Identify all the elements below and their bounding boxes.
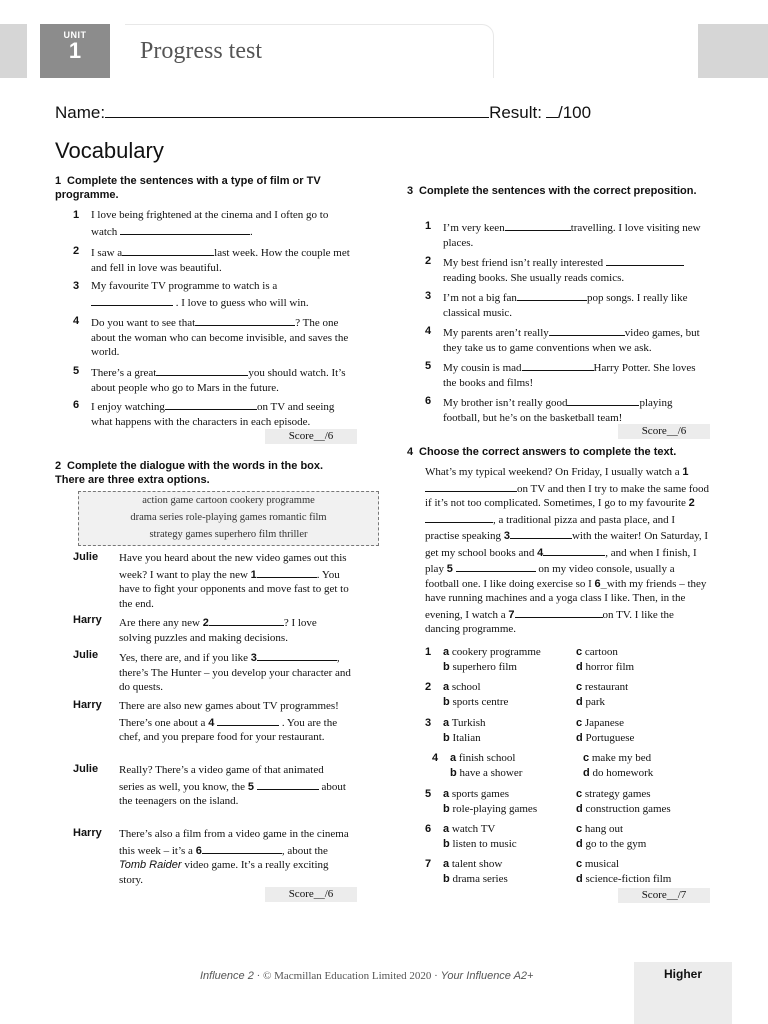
word-box-line: strategy games superhero film thriller	[149, 529, 308, 540]
level-badge	[634, 962, 732, 1024]
unit-label: UNIT	[63, 30, 87, 40]
option-c[interactable]: c hang out	[576, 823, 624, 835]
result-label: Result:	[489, 103, 542, 122]
answer-blank[interactable]	[257, 649, 337, 661]
option-c[interactable]: c strategy games	[576, 788, 651, 800]
word-box-line: drama series role-playing games romantic film	[130, 512, 327, 523]
q3-title: 3 Complete the sentences with the correct preposition.	[407, 185, 697, 197]
option-b[interactable]: b drama series	[443, 873, 508, 885]
q4-passage: What’s my typical weekend? On Friday, I usually watch a 1 on TV and then I try to make the same food if it’s not too complicated. Sometimes, I go to my favourite 2, a traditional pizza and pasta place, and I practise speaking 3 with the waiter! On Saturday, I get my school books and 4 , and when I finish, I play 5 on my video console, usually a football one. I like doing exercise so I 6_with my friends – they have running machines and a yoga class I like. Then, in the evening, I watch a 7 on TV. I like the dancing programme.	[425, 466, 710, 635]
answer-blank[interactable]	[156, 364, 248, 376]
option-c[interactable]: c restaurant	[576, 681, 629, 693]
level-label: Higher	[663, 967, 702, 981]
answer-blank[interactable]	[122, 244, 214, 256]
footer-credit: Influence 2 · © Macmillan Education Limited 2020 · Your Influence A2+	[200, 970, 534, 982]
speech-line: There are also new games about TV programmes! There’s one about a 4 . You are the chef, and you prepare food for your restaurant.	[119, 700, 339, 743]
option-d[interactable]: d horror film	[576, 661, 635, 673]
answer-blank[interactable]	[522, 359, 594, 371]
answer-blank[interactable]	[195, 314, 295, 326]
option-a[interactable]: a talent show	[443, 858, 503, 870]
answer-blank[interactable]	[456, 560, 536, 572]
speech-line: Are there any new 2 ? I love solving puzzles and making decisions.	[119, 614, 351, 645]
header-decoration-left	[0, 24, 27, 78]
option-d[interactable]: d Portuguese	[576, 732, 635, 744]
option-c[interactable]: c make my bed	[583, 752, 652, 764]
result-total: /100	[558, 103, 592, 122]
speaker-name: Harry	[73, 614, 102, 626]
q2-score: Score__/6	[265, 887, 357, 902]
answer-blank[interactable]	[165, 398, 257, 410]
q4-score: Score__/7	[618, 888, 710, 903]
unit-number: 1	[68, 38, 82, 63]
option-b[interactable]: b role-playing games	[443, 803, 538, 815]
q3-item: 2 My best friend isn’t really interested reading books. She usually reads comics.	[425, 254, 710, 285]
answer-blank[interactable]	[567, 394, 639, 406]
answer-blank[interactable]	[505, 219, 571, 231]
answer-blank[interactable]	[202, 842, 282, 854]
q3-item: 5 My cousin is mad Harry Potter. She loves the books and films!	[425, 360, 696, 389]
speaker-name: Julie	[73, 649, 99, 661]
q1-item: 4 Do you want to see that ? The one about the woman who can become invisible, and saves the world.	[73, 315, 349, 358]
speaker-name: Harry	[73, 827, 102, 839]
header-decoration-right	[698, 24, 768, 78]
q1-title: 1 Complete the sentences with a type of film or TV programme.	[55, 175, 321, 201]
section-heading: Vocabulary	[55, 138, 164, 163]
answer-blank[interactable]	[91, 294, 173, 306]
speech-line: Yes, there are, and if you like 3 , there’s The Hunter – you develop your character and do quests.	[119, 649, 351, 695]
answer-blank[interactable]	[606, 254, 684, 266]
answer-blank[interactable]	[257, 778, 319, 790]
q4-title: 4 Choose the correct answers to complete the text.	[407, 446, 677, 458]
q3-item: 3 I’m not a big fan pop songs. I really like classical music.	[425, 290, 688, 319]
answer-blank[interactable]	[515, 606, 603, 618]
option-c[interactable]: c musical	[576, 858, 620, 870]
word-box	[78, 491, 379, 546]
option-a[interactable]: a finish school	[450, 752, 516, 764]
name-label: Name:	[55, 103, 106, 122]
option-a[interactable]: a cookery programme	[443, 646, 541, 658]
name-result-row	[55, 103, 705, 123]
q2-title: 2 Complete the dialogue with the words in the box. There are three extra options.	[55, 460, 324, 486]
option-d[interactable]: d park	[576, 696, 606, 708]
q1-item: 2 I saw a last week. How the couple met and fell in love was beautiful.	[73, 245, 350, 274]
q1-item: 3 My favourite TV programme to watch is a . I love to guess who will win.	[73, 280, 309, 309]
name-field[interactable]	[105, 103, 489, 118]
word-box-line: action game cartoon cookery programme	[142, 495, 315, 506]
answer-blank[interactable]	[543, 544, 605, 556]
q1-item: 1 I love being frightened at the cinema and I often go to watch .	[73, 209, 329, 238]
speech-line: There’s also a film from a video game in the cinema this week – it’s a 6 , about the Tomb Raider video game. It’s a really exciting story.	[119, 828, 349, 886]
option-b[interactable]: b Italian	[443, 732, 481, 744]
answer-blank[interactable]	[120, 223, 250, 235]
unit-badge	[40, 24, 110, 78]
q3-score: Score__/6	[618, 424, 710, 439]
q3-item: 4 My parents aren’t really video games, but they take us to game conventions when we ask.	[425, 325, 700, 354]
answer-blank[interactable]	[425, 511, 493, 523]
speaker-name: Harry	[73, 699, 102, 711]
answer-blank[interactable]	[209, 614, 284, 626]
speech-line: Have you heard about the new video games out this week? I want to play the new 1 . You have to fight your opponents and move fast to get to the end.	[119, 552, 349, 610]
speech-line: Really? There’s a video game of that animated series as well, you know, the 5 about the teenagers on the island.	[119, 764, 346, 807]
option-a[interactable]: a watch TV	[443, 823, 496, 835]
option-a[interactable]: a Turkish	[443, 717, 486, 729]
speaker-name: Julie	[73, 551, 99, 563]
page-title: Progress test	[140, 38, 262, 64]
answer-blank[interactable]	[517, 289, 587, 301]
option-a[interactable]: a sports games	[443, 788, 510, 800]
answer-blank[interactable]	[425, 480, 517, 492]
answer-blank[interactable]	[549, 324, 625, 336]
result-field[interactable]	[546, 103, 558, 118]
q3-item: 6 My brother isn’t really good playing football, but he’s on the basketball team!	[425, 395, 673, 424]
option-a[interactable]: a school	[443, 681, 481, 693]
option-d[interactable]: d construction games	[576, 803, 671, 815]
q1-item: 6 I enjoy watching on TV and seeing what happens with the characters in each episode.	[73, 399, 335, 428]
q1-item: 5 There’s a great you should watch. It’s about people who go to Mars in the future.	[73, 365, 346, 394]
answer-blank[interactable]	[257, 566, 317, 578]
option-b[interactable]: b listen to music	[443, 838, 517, 850]
speaker-name: Julie	[73, 763, 99, 775]
option-d[interactable]: d science-fiction film	[576, 873, 672, 885]
answer-blank[interactable]	[510, 527, 572, 539]
option-c[interactable]: c Japanese	[576, 717, 624, 729]
option-b[interactable]: b superhero film	[443, 661, 517, 673]
option-d[interactable]: d go to the gym	[576, 838, 647, 850]
option-b[interactable]: b have a shower	[450, 767, 523, 779]
option-b[interactable]: b sports centre	[443, 696, 509, 708]
q3-item: 1 I’m very keen travelling. I love visiting new places.	[425, 220, 701, 249]
answer-blank[interactable]	[217, 714, 279, 726]
option-d[interactable]: d do homework	[583, 767, 654, 779]
option-c[interactable]: c cartoon	[576, 646, 618, 658]
q1-score: Score__/6	[265, 429, 357, 444]
